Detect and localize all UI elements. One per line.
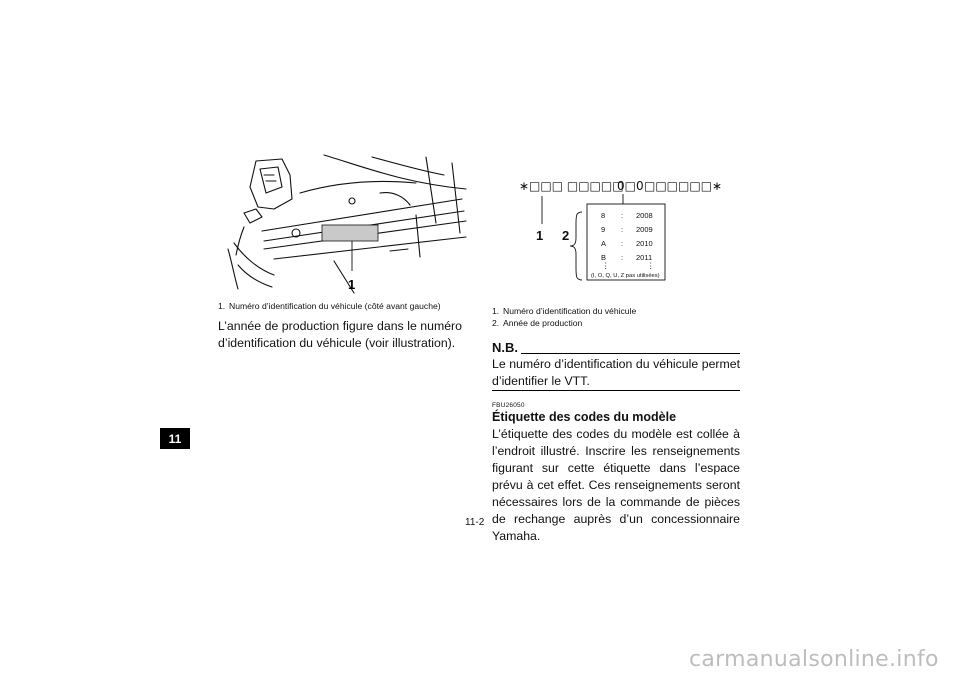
- nb-label: N.B.: [492, 340, 518, 355]
- year-value: 2009: [636, 225, 653, 234]
- figure-callout-1: 1: [348, 277, 356, 292]
- caption-number: 1.: [492, 306, 500, 316]
- caption-text: Année de production: [503, 318, 583, 328]
- vin-label-area: [322, 225, 378, 241]
- year-code: 8: [601, 211, 606, 220]
- callout-2: 2: [562, 228, 570, 243]
- vin-code-diagram: [492, 164, 742, 294]
- code-group-2: 0□0: [617, 179, 644, 193]
- year-code: B: [601, 253, 607, 262]
- year-value: 2011: [636, 253, 653, 262]
- year-value: 2010: [636, 239, 653, 248]
- production-year-paragraph: L’année de production figure dans le numéro d’identification du véhicule (voir illustration).: [218, 319, 462, 350]
- watermark-text: carmanualsonline.info: [689, 647, 939, 672]
- section-text: L’étiquette des codes du modèle est collée à l’endroit illustré. Inscrire les renseignements figurant sur cette étiquette dans l’espace prévu à cet effet. Ces renseignements seront nécessaires lors de la commande de pièces de rechange auprès d’un concessionnaire Yamaha.: [492, 427, 740, 543]
- code-group-3: □□□□□□∗: [644, 179, 723, 193]
- caption-text: Numéro d’identification du véhicule: [503, 306, 637, 316]
- chapter-tab: [160, 428, 190, 449]
- caption-text: Numéro d’identification du véhicule (côté avant gauche): [229, 301, 441, 311]
- year-sep: :: [621, 239, 624, 248]
- nb-top-rule: [521, 353, 740, 354]
- caption-number: 2.: [492, 318, 500, 328]
- ellipsis-right: ⋮: [647, 261, 655, 270]
- year-sep: :: [621, 211, 624, 220]
- year-value: 2008: [636, 211, 653, 220]
- chapter-number: 11: [168, 431, 182, 446]
- ellipsis-left: ⋮: [602, 261, 610, 270]
- caption-number: 1.: [218, 301, 226, 311]
- callout-1: 1: [536, 228, 544, 243]
- year-code: 9: [601, 225, 606, 234]
- unused-letters-note: (I, O, Q, U, Z pas utilisées): [591, 273, 660, 279]
- vin-location-illustration: [204, 153, 474, 295]
- caption-item: [492, 305, 742, 317]
- right-figure-captions: [492, 305, 742, 329]
- year-code-table: [601, 211, 655, 270]
- year-sep: :: [621, 253, 624, 262]
- year-code: A: [601, 239, 607, 248]
- left-figure-caption: [218, 300, 474, 312]
- nb-text: Le numéro d’identification du véhicule permet d’identifier le VTT.: [492, 357, 740, 388]
- nb-bottom-rule: [492, 390, 740, 391]
- code-group-1: ∗□□□ □□□□□: [519, 179, 624, 193]
- year-sep: :: [621, 225, 624, 234]
- page-number: 11-2: [465, 517, 485, 528]
- section-title: Étiquette des codes du modèle: [492, 410, 677, 424]
- document-code: FBU26050: [492, 402, 525, 409]
- caption-item: [492, 317, 742, 329]
